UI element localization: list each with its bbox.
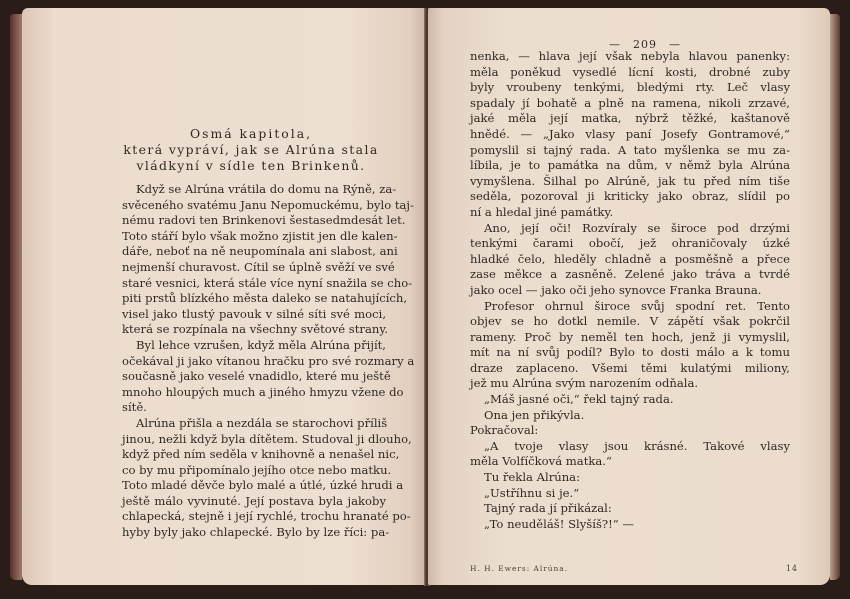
text-line: spadaly jí bohatě a plně na ramena, nikoli zrzavé, xyxy=(470,95,790,110)
chapter-heading-line: vládkyní v sídle ten Brinkenů. xyxy=(136,158,366,173)
text-line: jaké měla její matka, nýbrž těžké, kaštanově xyxy=(470,111,790,126)
text-line: jako ocel — jako oči jeho synovce Franka Brauna. xyxy=(470,282,762,297)
text-line: líbila, je to památka na dům, v němž byla Alrúna xyxy=(470,158,790,173)
text-line: Ona jen přikývla. xyxy=(484,407,585,422)
text-line: Tu řekla Alrúna: xyxy=(484,470,580,485)
text-line: ní a hledal jiné památky. xyxy=(470,204,614,219)
text-line: Ano, její oči! Rozvíraly se široce pod drzými xyxy=(484,220,790,235)
text-line: Pokračoval: xyxy=(470,423,539,438)
text-line: objev se ho dotkl nemile. V zápětí však pokrčil xyxy=(470,314,790,329)
chapter-heading-line: která vypráví, jak se Alrúna stala xyxy=(123,142,379,157)
text-line: sítě. xyxy=(122,400,147,415)
text-line: zase měkce a zasněně. Zelené jako tráva a tvrdé xyxy=(470,267,790,282)
chapter-heading-line: Osmá kapitola, xyxy=(189,126,313,141)
text-line: jež mu Alrúna svým narozením odňala. xyxy=(470,376,699,391)
text-line: staré vesnici, která stále více nyní snažila se cho- xyxy=(122,275,413,290)
text-line: nejmenší churavost. Cítil se úplně svěží ve své xyxy=(122,259,395,274)
text-line: draze zaplaceno. Všemi těmi kulatými miliony, xyxy=(470,360,790,375)
text-line: tenkými čarami obočí, jež ohraničovaly úzké xyxy=(470,236,790,251)
page-number-dash: — xyxy=(609,38,621,51)
footer-signature-text: H. H. Ewers: Alrúna. xyxy=(470,564,569,573)
text-line: co by mu připomínalo jejího otce nebo matku. xyxy=(122,462,392,477)
text-line: vymyšlena. Šilhal po Alrúně, jak tu před ním tiše xyxy=(470,173,790,188)
chapter-heading xyxy=(96,126,406,174)
page-footer xyxy=(470,564,798,573)
text-line: hladké čelo, hleděly chladně a posměšně a přece xyxy=(470,251,790,266)
text-line: „To neuděláš! Slyšíš?!“ — xyxy=(484,516,634,531)
text-line: pomyslil si tajný rada. A tato myšlenka se mu za- xyxy=(470,142,790,157)
footer-sheet-number: 14 xyxy=(785,564,798,573)
text-line: Byl lehce vzrušen, když měla Alrúna přijít, xyxy=(136,337,386,352)
text-line: mnoho hloupých much a jiného hmyzu vžene do xyxy=(122,384,404,399)
text-line: Toto stáří bylo však možno zjistit jen dle kalen- xyxy=(122,228,398,243)
text-line: dáře, neboť na ně neupomínala ani slabost, ani xyxy=(122,244,398,259)
right-page-edges xyxy=(830,14,840,580)
text-line: jinou, nežli když byla dítětem. Studoval ji dlouho, xyxy=(122,431,412,446)
text-line: chlapecká, stejně i její rychlé, trochu hranaté po- xyxy=(122,509,411,524)
text-line: měla Volfíčková matka.“ xyxy=(470,454,612,469)
right-page-body xyxy=(470,49,790,532)
text-line: piti prstů blízkého města daleko se natahujících, xyxy=(122,291,408,306)
text-line: očekával ji jako vítanou hračku pro své rozmary a xyxy=(122,353,415,368)
page-number-value: 209 xyxy=(633,38,657,51)
text-line: hyby byly jako chlapecké. Bylo by lze říci: pa- xyxy=(122,525,390,540)
left-page-edges xyxy=(10,14,22,580)
text-line: současně jako veselé vnadidlo, které mu ještě xyxy=(122,369,391,384)
text-line: byly vroubeny tenkými, bledými rty. Leč vlasy xyxy=(470,80,790,95)
text-line: Alrúna přišla a nezdála se starochovi příliš xyxy=(136,415,388,430)
text-line: hnědé. — „Jako vlasy paní Josefy Gontramové,“ xyxy=(470,126,790,141)
text-line: Tajný rada jí přikázal: xyxy=(484,501,612,516)
text-line: když před ním seděla v knihovně a nenašel nic, xyxy=(122,447,400,462)
text-line: mít na ní svůj podíl? Bylo to dosti málo a k tomu xyxy=(470,345,790,360)
text-line: svěceného svatému Janu Nepomuckému, bylo taj- xyxy=(122,197,414,212)
text-line: měla poněkud vysedlé lícní kosti, drobné zuby xyxy=(470,64,790,79)
right-page xyxy=(428,8,830,585)
left-page-body xyxy=(122,182,415,541)
text-line: Profesor ohrnul široce svůj spodní ret. Tento xyxy=(484,298,790,313)
text-line: nému radovi ten Brinkenovi šestasedmdesát let. xyxy=(122,213,406,228)
text-line: Když se Alrúna vrátila do domu na Rýně, za- xyxy=(136,182,397,196)
text-line: „A tvoje vlasy jsou krásné. Takové vlasy xyxy=(484,438,790,453)
text-line: Toto mladé děvče bylo malé a útlé, úzké hrudi a xyxy=(122,478,404,493)
text-line: „Máš jasné oči,“ řekl tajný rada. xyxy=(484,392,674,407)
text-line: visel jako tlustý pavouk v silné síti své moci, xyxy=(122,306,386,321)
page-number-dash: — xyxy=(669,38,681,51)
text-line: ještě málo vyvinuté. Její postava byla jakoby xyxy=(122,493,386,508)
text-line: „Ustříhnu si je.“ xyxy=(484,485,580,500)
text-line: nenka, — hlava její však nebyla hlavou panenky: xyxy=(470,49,790,63)
left-page xyxy=(22,8,426,585)
text-line: která se rozpínala na všechny světové strany. xyxy=(122,322,389,337)
text-line: seděla, pozoroval ji kriticky jako obraz, slídil po xyxy=(470,189,790,204)
text-line: rameny. Proč by neměl ten hoch, jenž ji vymyslil, xyxy=(470,329,790,344)
